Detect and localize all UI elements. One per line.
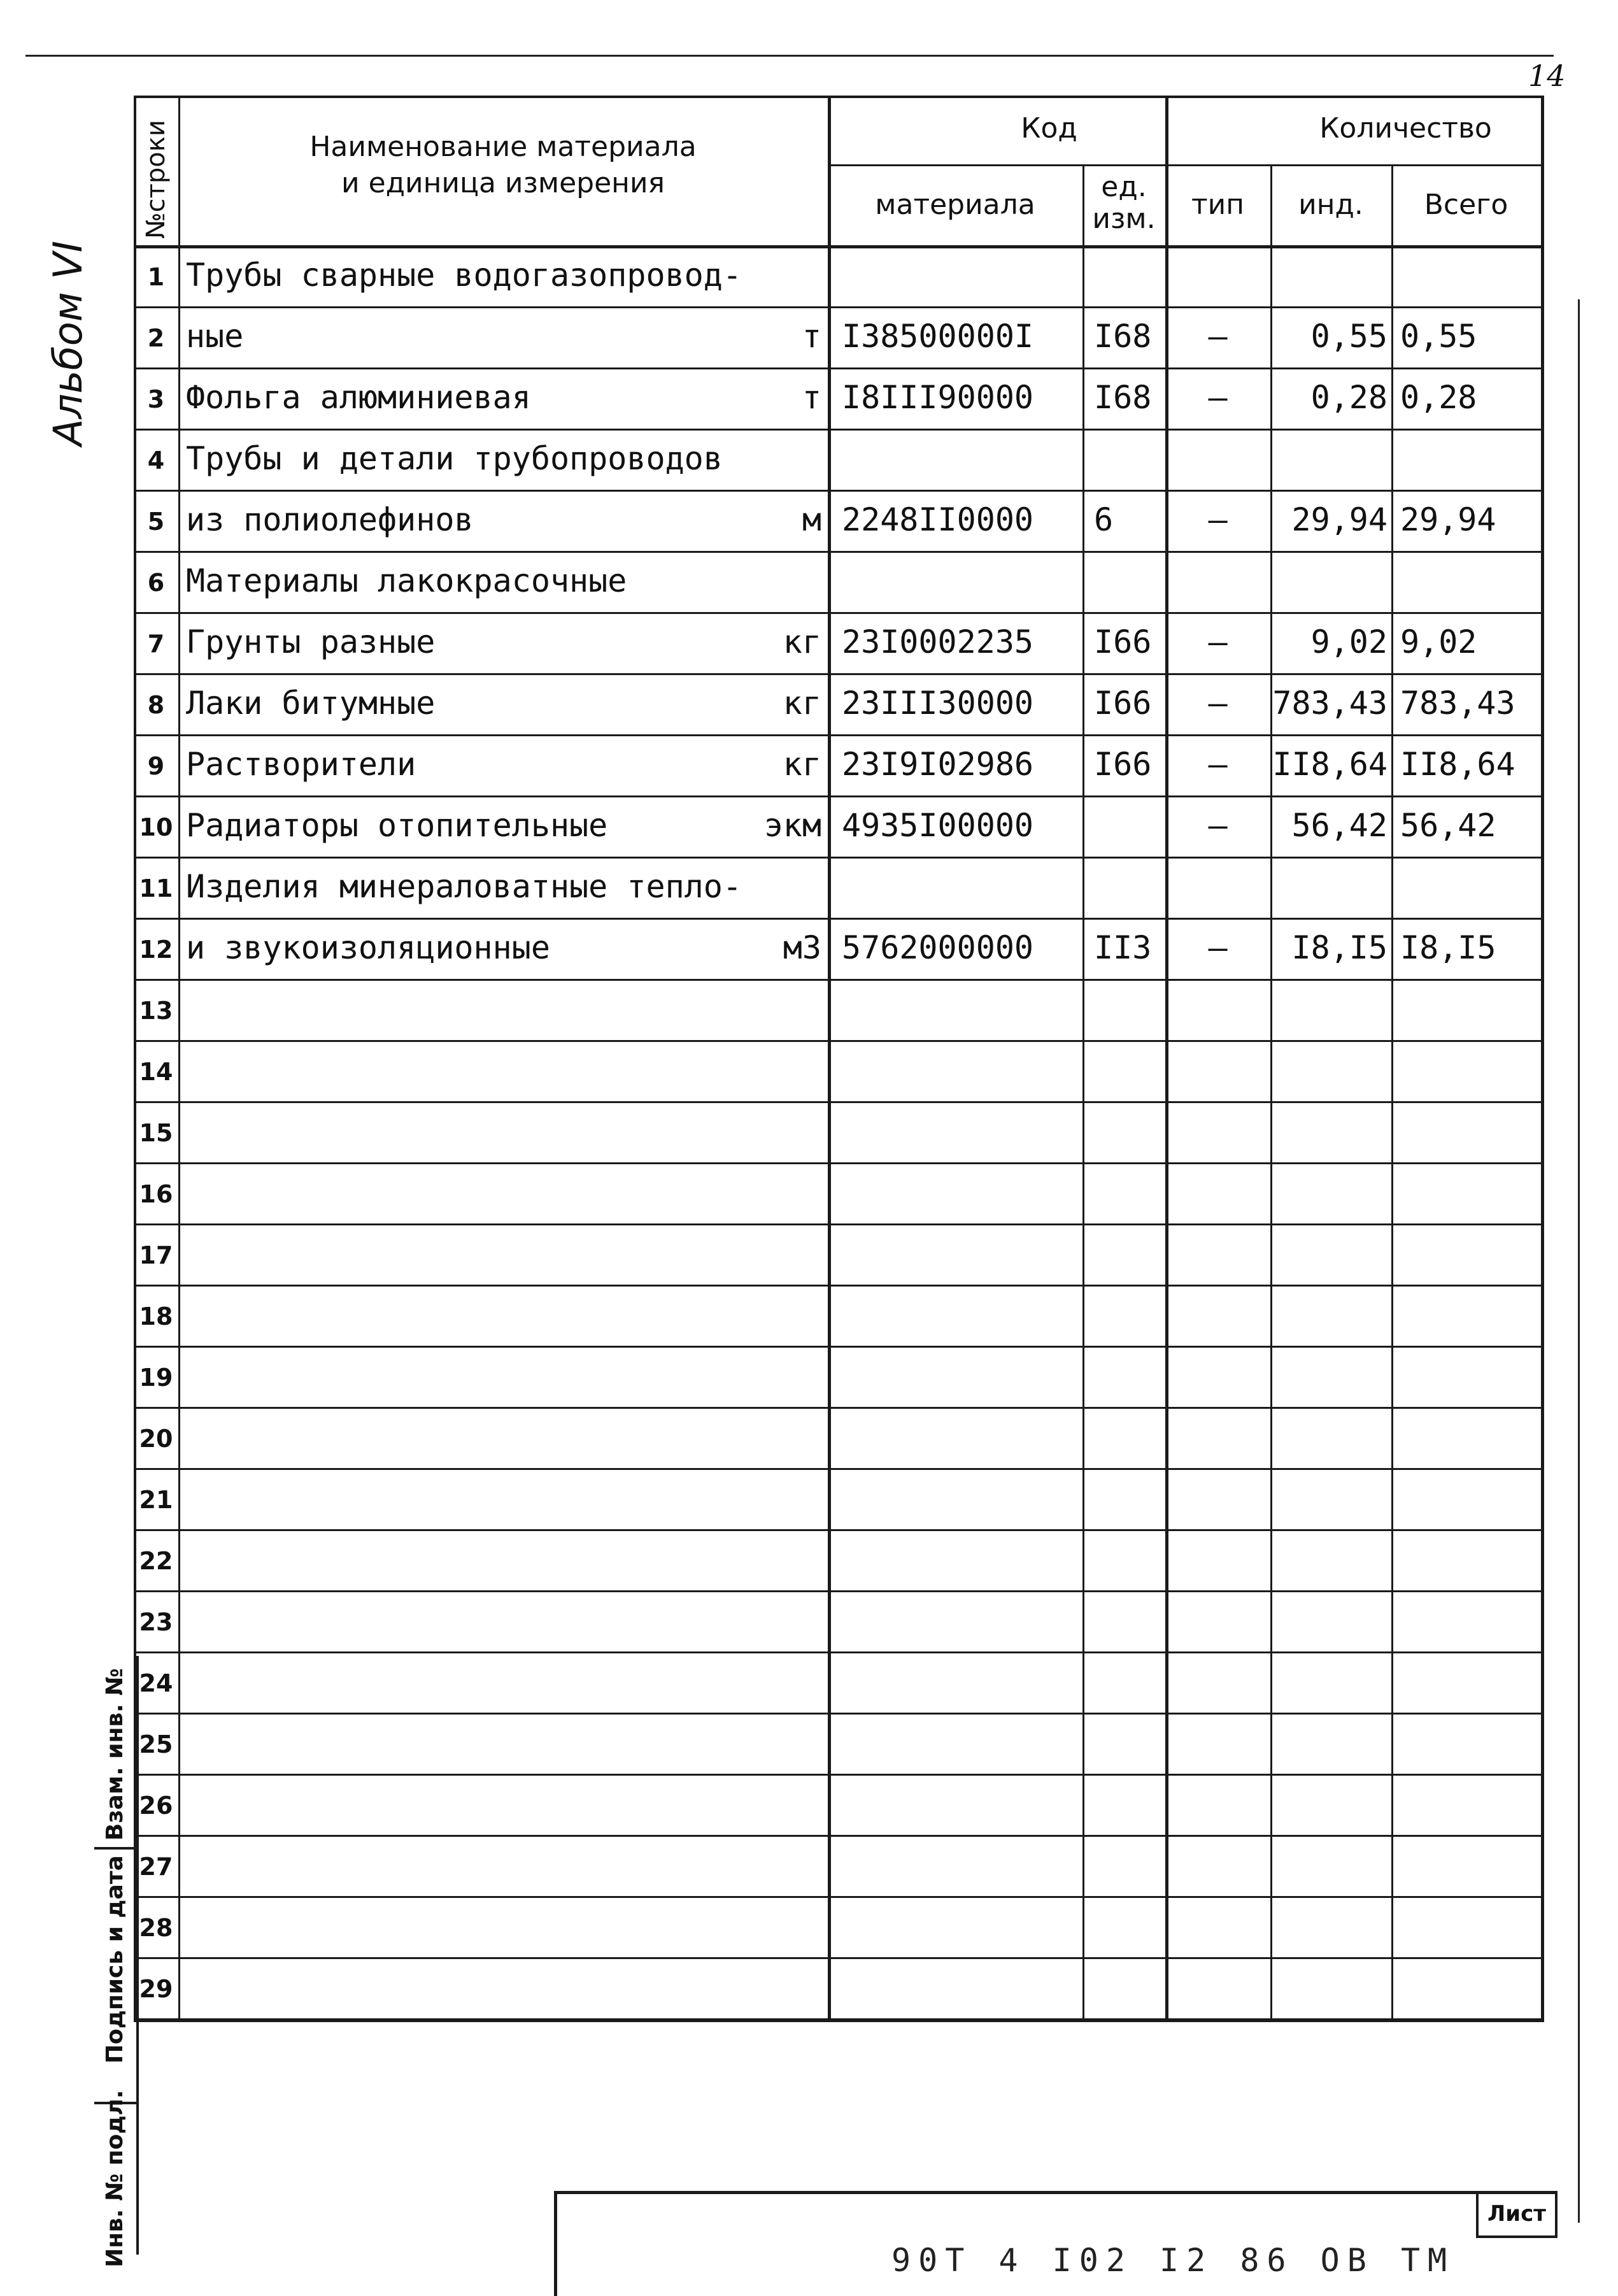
table-horizontal-rule <box>134 367 1544 369</box>
row-number: 8 <box>147 691 165 719</box>
row-number: 1 <box>147 263 165 291</box>
row-number: 13 <box>139 997 173 1025</box>
type-value: – <box>1208 501 1228 538</box>
header-total: Всего <box>1424 189 1508 221</box>
table-horizontal-rule <box>134 2018 1544 2022</box>
table-vertical-rule <box>1541 96 1544 2018</box>
unit-code: II3 <box>1094 929 1152 966</box>
table-horizontal-rule <box>134 429 1544 431</box>
table-horizontal-rule <box>134 306 1544 308</box>
top-rule <box>25 55 1554 57</box>
row-number: 22 <box>139 1547 173 1575</box>
table-horizontal-rule <box>134 96 1544 98</box>
total-value: 9,02 <box>1400 624 1477 660</box>
material-name: ные <box>186 318 244 355</box>
unit: м <box>802 501 821 538</box>
header-quantity: Количество <box>1319 112 1492 145</box>
table-horizontal-rule <box>134 551 1544 553</box>
table-horizontal-rule <box>134 245 1544 248</box>
material-name: Грунты разные <box>186 624 436 660</box>
material-name: Фольга алюминиевая <box>186 379 531 416</box>
table-horizontal-rule <box>134 1346 1544 1348</box>
table-horizontal-rule <box>134 490 1544 492</box>
page-number: 14 <box>1528 59 1566 93</box>
table-horizontal-rule <box>134 1223 1544 1225</box>
row-number: 20 <box>139 1425 173 1453</box>
header-code: Код <box>1021 112 1077 145</box>
material-code: 23I0002235 <box>842 624 1034 660</box>
row-number: 25 <box>139 1730 173 1758</box>
unit: кг <box>783 624 821 660</box>
row-number: 7 <box>147 630 165 658</box>
material-code: 5762000000 <box>842 929 1034 966</box>
ind-value: 29,94 <box>1291 501 1387 538</box>
material-code: I38500000I <box>842 318 1034 355</box>
ind-value: 0,55 <box>1310 318 1387 355</box>
margin-divider <box>94 1847 136 1850</box>
table-horizontal-rule <box>134 857 1544 859</box>
table-horizontal-rule <box>828 164 1544 166</box>
header-name-1: Наименование материала <box>309 131 697 163</box>
ind-value: 0,28 <box>1310 379 1387 416</box>
row-number: 17 <box>139 1241 173 1269</box>
ind-value: 783,43 <box>1272 685 1387 722</box>
row-number: 21 <box>139 1486 173 1514</box>
material-code: 23I9I02986 <box>842 746 1034 783</box>
row-number: 29 <box>139 1975 173 2003</box>
type-value: – <box>1208 379 1228 416</box>
sheet-label: Лист <box>1476 2191 1558 2238</box>
material-name: Лаки битумные <box>186 685 436 722</box>
row-number: 5 <box>147 508 165 536</box>
unit-code: I68 <box>1094 379 1152 416</box>
margin-label-podl: Инв. № подл. <box>102 2090 128 2267</box>
row-number: 11 <box>139 874 173 902</box>
material-name: Радиаторы отопительные <box>186 807 608 844</box>
unit-code: I66 <box>1094 624 1152 660</box>
material-name: Изделия минераловатные тепло- <box>186 868 742 905</box>
type-value: – <box>1208 318 1228 355</box>
row-number: 28 <box>139 1914 173 1942</box>
table-horizontal-rule <box>134 979 1544 981</box>
table-horizontal-rule <box>134 673 1544 675</box>
total-value: I8,I5 <box>1400 929 1496 966</box>
table-horizontal-rule <box>134 1896 1544 1898</box>
ind-value: II8,64 <box>1272 746 1387 783</box>
album-label: Альбом VI <box>45 241 91 446</box>
ind-value: I8,I5 <box>1291 929 1387 966</box>
table-horizontal-rule <box>134 918 1544 920</box>
header-unit-1: ед. <box>1101 171 1147 203</box>
table-horizontal-rule <box>134 1835 1544 1837</box>
header-unit-2: изм. <box>1092 203 1156 235</box>
table-horizontal-rule <box>134 795 1544 797</box>
table-vertical-rule <box>828 96 831 2018</box>
table-horizontal-rule <box>134 1285 1544 1287</box>
type-value: – <box>1208 624 1228 660</box>
row-number: 9 <box>147 752 165 780</box>
header-name-2: и единица измерения <box>341 167 665 199</box>
type-value: – <box>1208 807 1228 844</box>
row-number: 4 <box>147 446 165 474</box>
table-horizontal-rule <box>134 1713 1544 1715</box>
unit: т <box>802 318 821 355</box>
unit-code: 6 <box>1094 501 1114 538</box>
table-vertical-rule <box>1391 164 1393 2018</box>
row-number: 15 <box>139 1119 173 1147</box>
total-value: 0,55 <box>1400 318 1477 355</box>
margin-label-inv: Взам. инв. № <box>102 1668 128 1841</box>
row-number: 14 <box>139 1058 173 1086</box>
table-horizontal-rule <box>134 1529 1544 1531</box>
material-name: Трубы сварные водогазопровод- <box>186 257 742 294</box>
row-number: 19 <box>139 1364 173 1392</box>
unit: кг <box>783 746 821 783</box>
unit: т <box>802 379 821 416</box>
total-value: 29,94 <box>1400 501 1496 538</box>
material-name: Трубы и детали трубопроводов <box>186 440 723 477</box>
row-number: 24 <box>139 1669 173 1697</box>
table-vertical-rule <box>1270 164 1272 2018</box>
type-value: – <box>1208 746 1228 783</box>
row-number: 2 <box>147 324 165 352</box>
header-material: материала <box>875 189 1035 221</box>
table-horizontal-rule <box>134 1162 1544 1164</box>
right-border <box>1578 299 1580 2223</box>
material-code: 4935I00000 <box>842 807 1034 844</box>
header-ind: инд. <box>1298 189 1363 221</box>
header-row-number: №строки <box>141 120 171 239</box>
table-horizontal-rule <box>134 1774 1544 1776</box>
row-number: 3 <box>147 385 165 413</box>
material-name: Материалы лакокрасочные <box>186 562 627 599</box>
unit: экм <box>763 807 821 844</box>
row-number: 27 <box>139 1853 173 1881</box>
row-number: 18 <box>139 1302 173 1330</box>
unit-code: I66 <box>1094 685 1152 722</box>
table-horizontal-rule <box>134 1590 1544 1592</box>
ind-value: 56,42 <box>1291 807 1387 844</box>
table-horizontal-rule <box>134 1468 1544 1470</box>
material-code: 2248II0000 <box>842 501 1034 538</box>
unit: м3 <box>783 929 821 966</box>
row-number: 12 <box>139 936 173 964</box>
document-code: 90Т 4 I02 I2 86 ОВ ТМ <box>891 2242 1455 2279</box>
table-horizontal-rule <box>134 734 1544 736</box>
row-number: 16 <box>139 1180 173 1208</box>
table-horizontal-rule <box>134 1040 1544 1042</box>
table-horizontal-rule <box>134 1101 1544 1103</box>
material-name: из полиолефинов <box>186 501 474 538</box>
row-number: 6 <box>147 569 165 597</box>
ind-value: 9,02 <box>1310 624 1387 660</box>
margin-label-sign: Подпись и дата <box>102 1855 128 2064</box>
material-name: Растворители <box>186 746 416 783</box>
material-code: 23III30000 <box>842 685 1034 722</box>
type-value: – <box>1208 929 1228 966</box>
type-value: – <box>1208 685 1228 722</box>
material-name: и звукоизоляционные <box>186 929 550 966</box>
unit-code: I66 <box>1094 746 1152 783</box>
table-horizontal-rule <box>134 1957 1544 1959</box>
unit: кг <box>783 685 821 722</box>
total-value: 783,43 <box>1400 685 1515 722</box>
row-number: 10 <box>139 813 173 841</box>
table-horizontal-rule <box>134 1651 1544 1653</box>
table-horizontal-rule <box>134 1407 1544 1409</box>
header-type: тип <box>1191 189 1244 221</box>
table-horizontal-rule <box>134 612 1544 614</box>
total-value: 0,28 <box>1400 379 1477 416</box>
material-code: I8III90000 <box>842 379 1034 416</box>
total-value: II8,64 <box>1400 746 1515 783</box>
table-vertical-rule <box>178 96 180 2018</box>
row-number: 23 <box>139 1608 173 1636</box>
total-value: 56,42 <box>1400 807 1496 844</box>
row-number: 26 <box>139 1792 173 1820</box>
table-vertical-rule <box>1082 164 1084 2018</box>
unit-code: I68 <box>1094 318 1152 355</box>
